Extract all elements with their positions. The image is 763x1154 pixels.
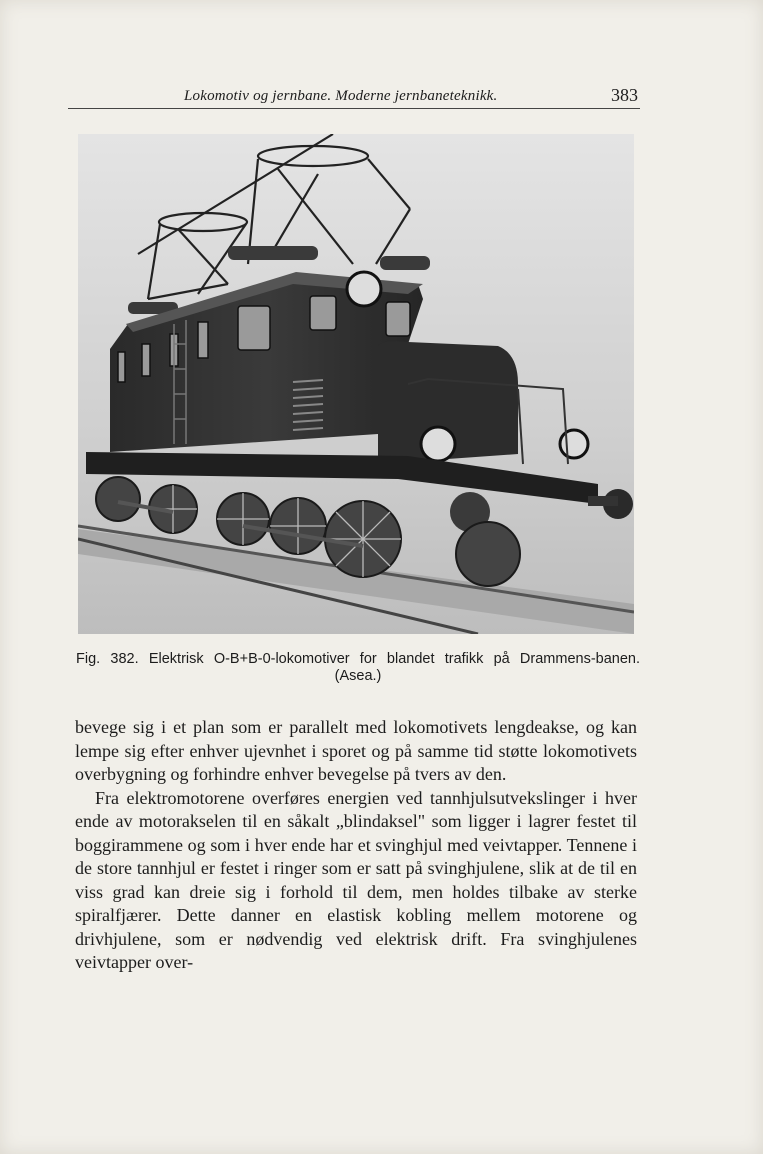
locomotive-illustration bbox=[78, 134, 634, 634]
paragraph-2: Fra elektromotorene overføres energien ved tannhjulsutvekslinger i hver ende av motorakselen til en såkalt „blindaksel" som ligger i lagrer festet til boggirammene og som i hver ende har et svinghjul med veivtapper. Tennene i de store tannhjul er festet i ringer som er satt på svinghjulene, slik at de til en viss grad kan dreie sig i forhold til dem, men holdes tilbake av sterke spiralfjærer. Dette danner en elastisk kobling mellem motorene og drivhjulene, som er nødvendig ved elektrisk drift. Fra svinghjulenes veivtapper over- bbox=[75, 787, 637, 972]
figure-caption bbox=[76, 651, 640, 685]
paragraph-1: bevege sig i et plan som er parallelt med lokomotivets lengdeakse, og kan lempe sig efter enhver ujevnhet i sporet og på samme tid støtte lokomotivets overbygning og forhindre enhver bevegelse på tvers av den. bbox=[75, 717, 637, 784]
page-number: 383 bbox=[611, 85, 638, 105]
figure-label: Fig. 382. bbox=[76, 651, 139, 667]
body-text bbox=[75, 716, 637, 975]
running-title: Lokomotiv og jernbane. Moderne jernbaneteknikk. bbox=[184, 88, 498, 104]
locomotive-photograph bbox=[78, 134, 634, 634]
running-header bbox=[68, 84, 640, 109]
figure-caption-text: Elektrisk O-B+B-0-lokomotiver for blandet trafikk på Drammens-banen. (Asea.) bbox=[148, 651, 641, 684]
